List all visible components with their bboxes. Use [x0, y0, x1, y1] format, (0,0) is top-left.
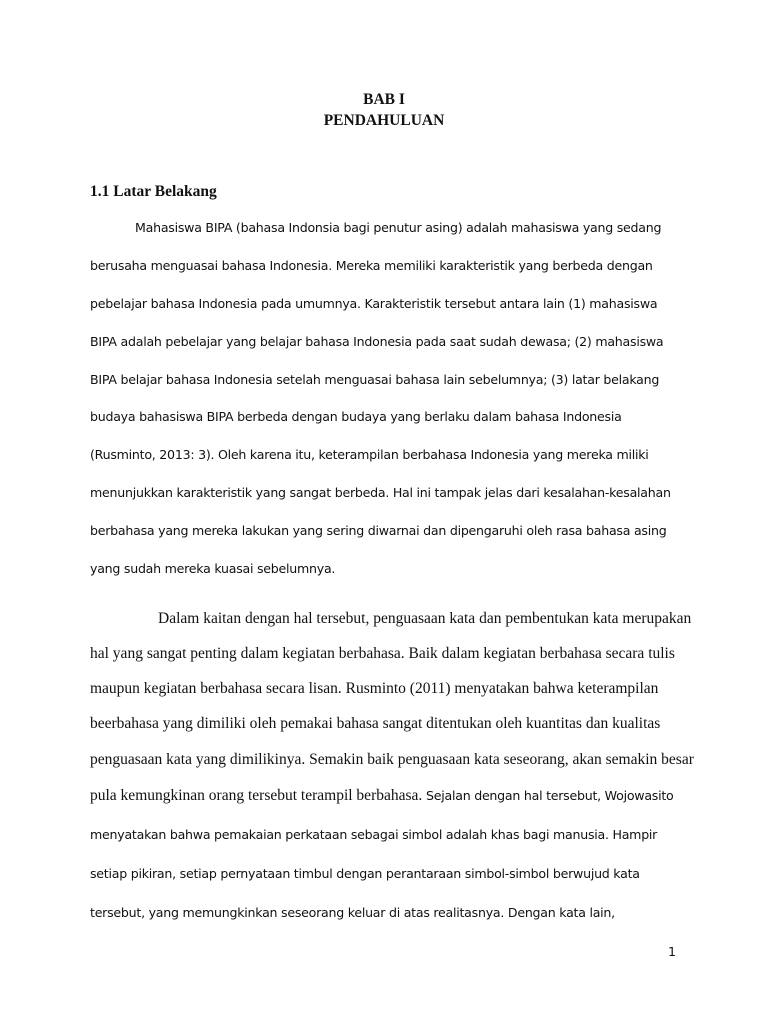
chapter-title: PENDAHULUAN: [323, 112, 445, 129]
paragraph-line: penguasaan kata yang dimilikinya. Semakin baik penguasaan kata seseorang, akan semakin besar: [90, 751, 694, 768]
paragraph-line: (Rusminto, 2013: 3). Oleh karena itu, keterampilan berbahasa Indonesia yang mereka miliki: [90, 447, 649, 462]
paragraph-line: beerbahasa yang dimiliki oleh pemakai bahasa sangat ditentukan oleh kuantitas dan kualitas: [90, 715, 661, 732]
paragraph-line: yang sudah mereka kuasai sebelumnya.: [90, 561, 336, 576]
section-title: 1.1 Latar Belakang: [90, 183, 217, 200]
paragraph-line: menyatakan bahwa pemakaian perkataan sebagai simbol adalah khas bagi manusia. Hampir: [90, 827, 658, 842]
paragraph-line: BIPA adalah pebelajar yang belajar bahasa Indonesia pada saat sudah dewasa; (2) mahasiswa: [90, 334, 664, 349]
chapter-label: BAB I: [363, 91, 405, 108]
paragraph-segment-serif: pula kemungkinan orang tersebut terampil berbahasa.: [90, 787, 423, 804]
paragraph-line: berbahasa yang mereka lakukan yang sering diwarnai dan dipengaruhi oleh rasa bahasa asing: [90, 523, 667, 538]
paragraph-line: BIPA belajar bahasa Indonesia setelah menguasai bahasa lain sebelumnya; (3) latar belakang: [90, 372, 660, 387]
paragraph-line: maupun kegiatan berbahasa secara lisan. Rusminto (2011) menyatakan bahwa keterampilan: [90, 680, 659, 697]
paragraph-line: hal yang sangat penting dalam kegiatan berbahasa. Baik dalam kegiatan berbahasa secara tulis: [90, 645, 675, 662]
paragraph-line-mixed: [90, 786, 674, 806]
paragraph-segment-sans: Sejalan dengan hal tersebut, Wojowasito: [422, 788, 674, 803]
paragraph-line: setiap pikiran, setiap pernyataan timbul dengan perantaraan simbol-simbol berwujud kata: [90, 866, 640, 881]
paragraph-line: berusaha menguasai bahasa Indonesia. Mereka memiliki karakteristik yang berbeda dengan: [90, 258, 653, 273]
paragraph-line: pebelajar bahasa Indonesia pada umumnya. Karakteristik tersebut antara lain (1) mahasiswa: [90, 296, 658, 311]
paragraph-line: Dalam kaitan dengan hal tersebut, penguasaan kata dan pembentukan kata merupakan: [158, 610, 692, 627]
page-number: 1: [668, 944, 676, 959]
paragraph-line: Mahasiswa BIPA (bahasa Indonsia bagi penutur asing) adalah mahasiswa yang sedang: [135, 220, 662, 235]
paragraph-line: tersebut, yang memungkinkan seseorang keluar di atas realitasnya. Dengan kata lain,: [90, 905, 615, 920]
paragraph-line: budaya bahasiswa BIPA berbeda dengan budaya yang berlaku dalam bahasa Indonesia: [90, 409, 622, 424]
paragraph-line: menunjukkan karakteristik yang sangat berbeda. Hal ini tampak jelas dari kesalahan-kesalahan: [90, 485, 671, 500]
